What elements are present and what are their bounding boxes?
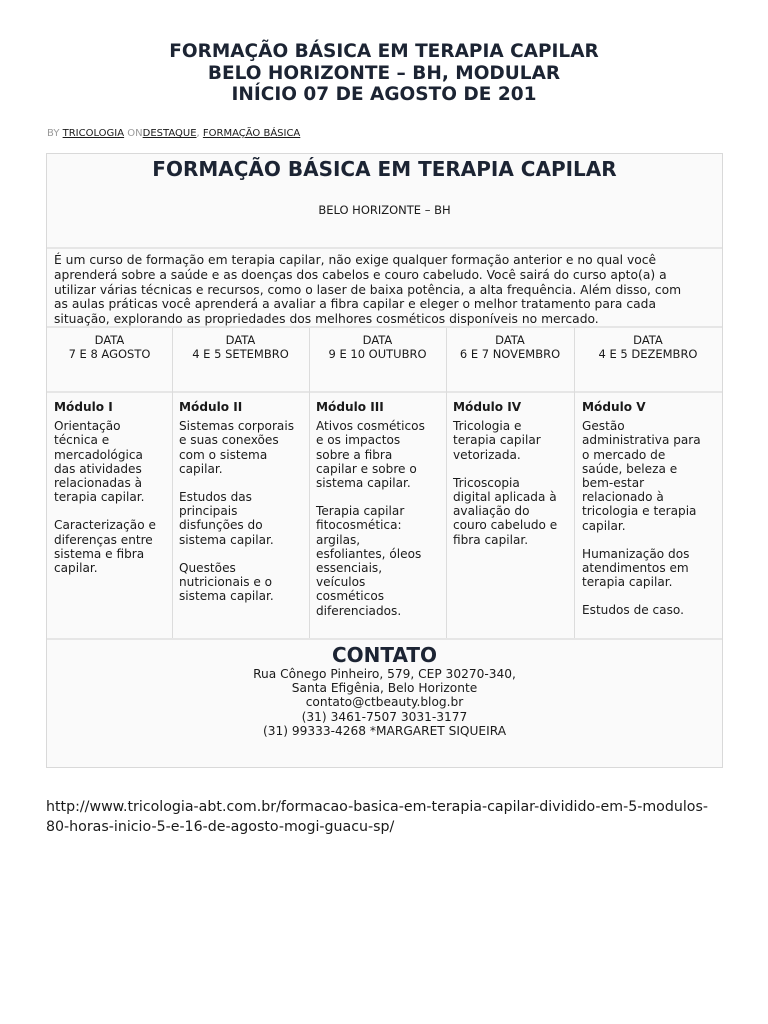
date-value: 9 E 10 OUTUBRO xyxy=(328,347,427,361)
date-cell-module-1 xyxy=(47,333,172,361)
module-text-line: cosméticos xyxy=(316,589,385,604)
module-text-line: fitocosmética: xyxy=(316,518,402,533)
module-text-line: couro cabeludo e xyxy=(453,518,558,533)
module-text-line: relacionadas à xyxy=(54,476,143,491)
module-text-line: tricologia e terapia xyxy=(582,504,697,519)
column-divider xyxy=(309,328,310,638)
contact-address-line-1: Rua Cônego Pinheiro, 579, CEP 30270-340, xyxy=(253,667,516,681)
page-title-line-3: INÍCIO 07 DE AGOSTO DE 201 xyxy=(231,84,537,105)
date-value: 7 E 8 AGOSTO xyxy=(68,347,151,361)
module-title: Módulo V xyxy=(582,400,646,414)
module-text-line: terapia capilar xyxy=(453,433,541,448)
category-link-formacao-basica[interactable]: FORMAÇÃO BÁSICA xyxy=(202,128,301,139)
module-text-line: técnica e xyxy=(54,433,110,448)
module-text-line: essenciais, xyxy=(316,561,383,576)
module-text-line: e suas conexões xyxy=(179,433,279,448)
module-text-line: administrativa para xyxy=(582,433,701,448)
date-label: DATA xyxy=(633,333,663,347)
module-text-line: capilar. xyxy=(179,461,223,476)
column-divider xyxy=(574,328,575,638)
module-text-line: das atividades xyxy=(54,461,142,476)
module-text-line: sistema e fibra xyxy=(54,546,145,561)
module-text-line: capilar. xyxy=(54,561,98,576)
author-link[interactable]: TRICOLOGIA xyxy=(62,128,125,139)
module-text-line: e os impactos xyxy=(316,433,401,448)
contact-phone-2: (31) 99333-4268 *MARGARET SIQUEIRA xyxy=(262,723,507,738)
module-paragraph xyxy=(582,603,720,617)
date-cell-module-3 xyxy=(309,333,446,361)
date-cell-module-2 xyxy=(172,333,309,361)
date-label: DATA xyxy=(225,333,256,347)
module-text-line: o mercado de xyxy=(582,447,666,462)
module-title: Módulo II xyxy=(179,400,243,414)
module-text-line: Questões xyxy=(179,560,236,575)
on-label: ON xyxy=(127,128,143,139)
module-text-line: digital aplicada à xyxy=(453,490,557,505)
module-paragraph xyxy=(316,419,444,490)
row-divider xyxy=(47,391,722,393)
page-title xyxy=(0,41,768,106)
table-subtitle: BELO HORIZONTE – BH xyxy=(318,203,451,217)
module-text-line: esfoliantes, óleos xyxy=(316,546,422,561)
module-paragraph xyxy=(54,419,170,504)
module-text-line: relacionado à xyxy=(582,490,664,505)
module-text-line: sistema capilar. xyxy=(316,476,411,491)
column-divider xyxy=(446,328,447,638)
module-paragraph xyxy=(453,419,573,462)
module-text-line: Gestão xyxy=(582,419,625,434)
module-text-line: avaliação do xyxy=(453,504,530,519)
course-table xyxy=(46,153,723,768)
description-line: situação, explorando as propriedades dos melhores cosméticos disponíveis no mercado. xyxy=(54,312,599,327)
module-text-line: Sistemas corporais xyxy=(179,419,294,434)
description-line: É um curso de formação em terapia capilar, não exige qualquer formação anterior e no qual você xyxy=(54,253,657,267)
course-description xyxy=(54,253,722,327)
module-text-line: nutricionais e o xyxy=(179,575,273,590)
module-paragraph xyxy=(179,561,307,604)
contact-title: CONTATO xyxy=(331,643,438,667)
module-text-line: diferenciados. xyxy=(316,603,402,618)
module-paragraph xyxy=(179,490,307,547)
module-title: Módulo IV xyxy=(453,400,522,414)
date-label: DATA xyxy=(94,333,125,347)
date-label: DATA xyxy=(495,333,525,347)
module-paragraph xyxy=(179,419,307,476)
module-text-line: fibra capilar. xyxy=(453,532,529,547)
date-cell-module-5 xyxy=(574,333,722,361)
module-cell-1 xyxy=(54,400,170,589)
module-paragraph xyxy=(453,476,573,547)
contact-phone-1: (31) 3461-7507 3031-3177 xyxy=(301,709,468,724)
column-divider xyxy=(172,328,173,638)
module-cell-5 xyxy=(582,400,720,632)
module-text-line: com o sistema xyxy=(179,447,268,462)
category-link-destaque[interactable]: DESTAQUE xyxy=(142,128,197,139)
row-divider xyxy=(47,326,722,328)
module-text-line: Caracterização e xyxy=(54,518,156,533)
contact-address-line-2: Santa Efigênia, Belo Horizonte xyxy=(291,681,478,696)
module-text-line: terapia capilar. xyxy=(582,575,673,590)
module-paragraph xyxy=(316,504,444,618)
table-title: FORMAÇÃO BÁSICA EM TERAPIA CAPILAR xyxy=(152,157,617,181)
module-text-line: Humanização dos xyxy=(582,546,690,561)
description-line: utilizar várias técnicas e recursos, como o laser de baixa potência, a alta frequência. Além disso, com xyxy=(54,282,682,297)
module-paragraph xyxy=(582,419,720,533)
module-text-line: Terapia capilar xyxy=(316,504,405,519)
module-text-line: terapia capilar. xyxy=(54,490,145,505)
description-line: as aulas práticas você aprenderá a avaliar a fibra capilar e eleger o melhor tratamento para cada xyxy=(54,297,657,312)
module-text-line: capilar. xyxy=(582,518,626,533)
description-line: aprenderá sobre a saúde e as doenças dos cabelos e couro cabeludo. Você sairá do curso apto(a) a xyxy=(54,267,667,282)
source-url-line-1[interactable]: http://www.tricologia-abt.com.br/formacao-basica-em-terapia-capilar-dividido-em-5-modulos- xyxy=(46,799,708,815)
module-text-line: sobre a fibra xyxy=(316,447,393,462)
row-divider xyxy=(47,247,722,249)
module-text-line: principais xyxy=(179,504,238,519)
module-cell-3 xyxy=(316,400,444,632)
contact-details xyxy=(47,667,722,738)
module-cell-2 xyxy=(179,400,307,617)
module-text-line: Ativos cosméticos xyxy=(316,419,425,434)
module-text-line: Tricologia e xyxy=(453,419,522,434)
category-separator: , xyxy=(196,128,200,139)
source-url[interactable] xyxy=(46,797,708,837)
module-text-line: mercadológica xyxy=(54,447,143,462)
module-text-line: diferenças entre xyxy=(54,532,153,547)
module-text-line: sistema capilar. xyxy=(179,589,274,604)
post-meta xyxy=(47,128,300,139)
page-title-line-2: BELO HORIZONTE – BH, MODULAR xyxy=(207,62,561,84)
source-url-line-2[interactable]: 80-horas-inicio-5-e-16-de-agosto-mogi-guacu-sp/ xyxy=(46,819,395,835)
module-text-line: disfunções do xyxy=(179,518,263,533)
module-text-line: Estudos de caso. xyxy=(582,603,684,618)
module-text-line: Estudos das xyxy=(179,490,252,505)
date-value: 4 E 5 SETEMBRO xyxy=(192,347,289,361)
by-label: BY xyxy=(47,128,60,139)
module-title: Módulo I xyxy=(54,400,113,414)
module-text-line: saúde, beleza e xyxy=(582,461,678,476)
module-cell-4 xyxy=(453,400,573,561)
module-text-line: Orientação xyxy=(54,419,121,434)
module-text-line: sistema capilar. xyxy=(179,532,274,547)
row-divider xyxy=(47,638,722,640)
module-paragraph xyxy=(582,547,720,590)
page-title-line-1: FORMAÇÃO BÁSICA EM TERAPIA CAPILAR xyxy=(169,41,599,62)
date-label: DATA xyxy=(362,333,393,347)
module-text-line: vetorizada. xyxy=(453,447,521,462)
date-value: 6 E 7 NOVEMBRO xyxy=(459,347,561,361)
module-text-line: atendimentos em xyxy=(582,561,689,576)
module-text-line: bem-estar xyxy=(582,476,645,491)
date-cell-module-4 xyxy=(446,333,574,361)
module-title: Módulo III xyxy=(316,400,384,414)
module-text-line: argilas, xyxy=(316,532,361,547)
module-text-line: Tricoscopia xyxy=(453,475,520,490)
contact-email[interactable]: contato@ctbeauty.blog.br xyxy=(305,695,464,710)
module-text-line: capilar e sobre o xyxy=(316,461,417,476)
date-value: 4 E 5 DEZEMBRO xyxy=(598,347,698,361)
module-paragraph xyxy=(54,518,170,575)
module-text-line: veículos xyxy=(316,575,366,590)
